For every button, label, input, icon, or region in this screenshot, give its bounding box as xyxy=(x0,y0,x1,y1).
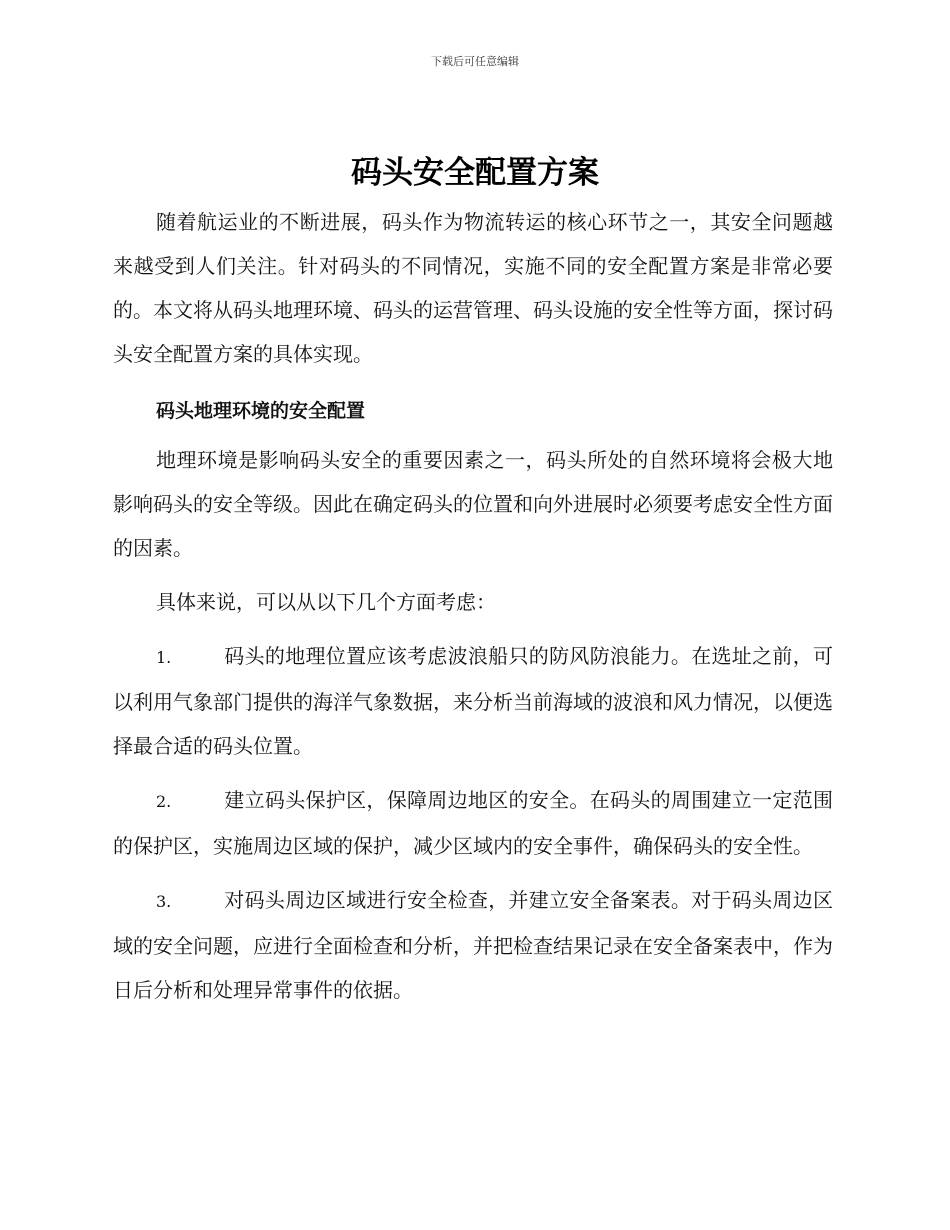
document-title: 码头安全配置方案 xyxy=(351,155,599,191)
geography-paragraph: 地理环境是影响码头安全的重要因素之一，码头所处的自然环境将会极大地影响码头的安全等级。因此在确定码头的位置和向外进展时必须要考虑安全性方面的因素。 xyxy=(113,448,833,560)
list-item xyxy=(113,878,833,1012)
list-item xyxy=(113,634,833,768)
list-item-text: 码头的地理位置应该考虑波浪船只的防风防浪能力。在选址之前，可以利用气象部门提供的海洋气象数据，来分析当前海域的波浪和风力情况，以便选择最合适的码头位置。 xyxy=(113,644,833,758)
considerations-intro: 具体来说，可以从以下几个方面考虑： xyxy=(156,590,496,614)
list-item-number: 2. xyxy=(156,792,172,811)
document-body xyxy=(113,200,833,1012)
list-item-number: 1. xyxy=(156,648,172,667)
section-heading-geography: 码头地理环境的安全配置 xyxy=(156,400,366,422)
list-item-text: 对码头周边区域进行安全检查，并建立安全备案表。对于码头周边区域的安全问题，应进行全面检查和分析，并把检查结果记录在安全备案表中，作为日后分析和处理异常事件的依据。 xyxy=(113,888,833,1002)
list-item-number: 3. xyxy=(156,892,172,911)
list-item xyxy=(113,778,833,868)
list-item-text: 建立码头保护区，保障周边地区的安全。在码头的周围建立一定范围的保护区，实施周边区域的保护，减少区域内的安全事件，确保码头的安全性。 xyxy=(113,788,833,858)
page-header-note: 下载后可任意编辑 xyxy=(431,55,519,68)
intro-paragraph: 随着航运业的不断进展，码头作为物流转运的核心环节之一，其安全问题越来越受到人们关注。针对码头的不同情况，实施不同的安全配置方案是非常必要的。本文将从码头地理环境、码头的运营管理、码头设施的安全性等方面，探讨码头安全配置方案的具体实现。 xyxy=(113,210,833,366)
